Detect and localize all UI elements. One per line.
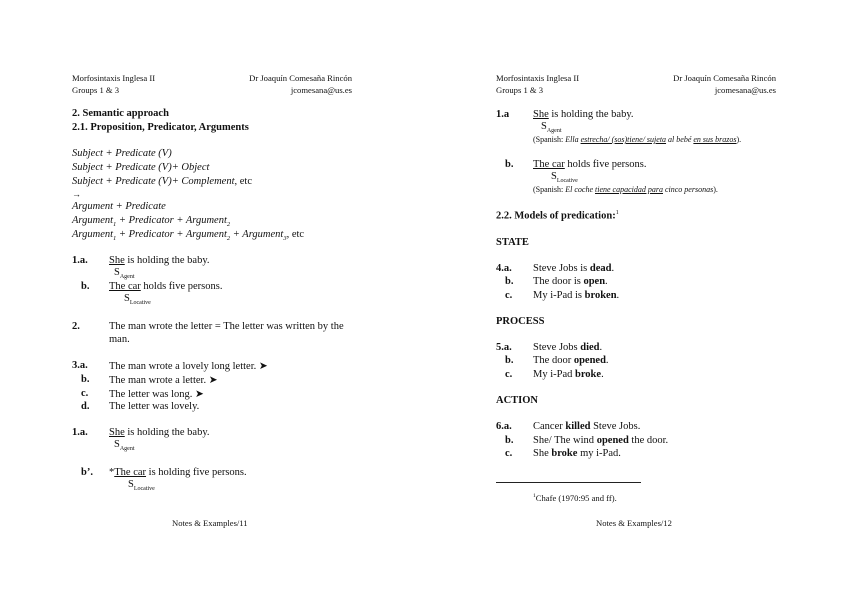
- subject-agent: $S_{Agent}$: [114, 439, 135, 452]
- models-title: 2.2. Models of predication:$^1$: [496, 210, 619, 222]
- example-3d: The letter was lovely.: [109, 401, 200, 412]
- header-author: Dr Joaquín Comesaña Rincón: [673, 73, 776, 83]
- example-label: c.: [81, 388, 89, 399]
- example-1b: The car holds five persons.: [109, 281, 223, 292]
- example-6a: Cancer killed Steve Jobs.: [533, 421, 641, 432]
- subject-locative: $S_{Locative}$: [128, 479, 155, 492]
- example-3b: The man wrote a letter. ➤: [109, 375, 218, 386]
- formula-3: Subject + Predicate (V)+ Complement, etc: [72, 176, 252, 187]
- header-author: Dr Joaquín Comesaña Rincón: [249, 73, 352, 83]
- example-label: 4.a.: [496, 263, 512, 274]
- example-5a: Steve Jobs died.: [533, 342, 603, 353]
- example-6c: She broke my i-Pad.: [533, 448, 621, 459]
- header-course: Morfosintaxis Inglesa II: [496, 73, 580, 83]
- example-5b: The door opened.: [533, 355, 609, 366]
- example-label: 2.: [72, 321, 80, 332]
- example-1b-prime: *The car is holding five persons.: [109, 467, 247, 478]
- example-6b: She/ The wind opened the door.: [533, 435, 669, 446]
- example-1a: She is holding the baby.: [533, 109, 634, 120]
- example-1b: The car holds five persons.: [533, 159, 647, 170]
- spanish-gloss-1a: (Spanish: Ella estrecha/ (sos)tiene/ sujeta al bebé en sus brazos).: [533, 135, 742, 144]
- example-label: c.: [505, 369, 513, 380]
- page-footer: Notes & Examples/12: [596, 518, 672, 528]
- example-label: b.: [81, 281, 90, 292]
- header-groups: Groups 1 & 3: [496, 85, 544, 95]
- example-1a-repeat: She is holding the baby.: [109, 427, 210, 438]
- subject-agent: $S_{Agent}$: [541, 121, 562, 134]
- formula-4: Argument + Predicate: [72, 201, 166, 212]
- example-label: d.: [81, 401, 90, 412]
- arrow: →: [72, 189, 81, 199]
- formula-1: Subject + Predicate (V): [72, 148, 172, 159]
- footnote-rule: [496, 482, 641, 483]
- subject-locative: $S_{Locative}$: [551, 171, 578, 184]
- subject-locative: $S_{Locative}$: [124, 293, 151, 306]
- example-label: 1.a.: [72, 427, 88, 438]
- example-label: 5.a.: [496, 342, 512, 353]
- example-label: 1.a.: [72, 255, 88, 266]
- state-title: STATE: [496, 237, 529, 248]
- formula-2: Subject + Predicate (V)+ Object: [72, 162, 210, 173]
- example-3a: The man wrote a lovely long letter. ➤: [109, 361, 268, 372]
- header-email: jcomesana@us.es: [290, 85, 352, 95]
- example-label: b.: [505, 435, 514, 446]
- example-1a: She is holding the baby.: [109, 255, 210, 266]
- header-email: jcomesana@us.es: [714, 85, 776, 95]
- example-label: b’.: [81, 467, 93, 478]
- example-label: 6.a.: [496, 421, 512, 432]
- footnote: $^1$Chafe (1970:95 and ff).: [533, 493, 617, 503]
- subsection-title: 2.1. Proposition, Predicator, Arguments: [72, 122, 249, 133]
- example-4a: Steve Jobs is dead.: [533, 263, 615, 274]
- page-footer: Notes & Examples/11: [172, 518, 248, 528]
- example-label: b.: [505, 276, 514, 287]
- section-title: 2. Semantic approach: [72, 108, 169, 119]
- example-label: b.: [505, 355, 514, 366]
- example-label: 1.a: [496, 109, 510, 120]
- example-2-line1: The man wrote the letter = The letter was written by the: [109, 321, 344, 332]
- process-title: PROCESS: [496, 316, 545, 327]
- example-5c: My i-Pad broke.: [533, 369, 604, 380]
- formula-5: Argument$_1$ + Predicator + Argument$_2$: [72, 215, 231, 229]
- formula-6: Argument$_1$ + Predicator + Argument$_2$ + Argument$_3$, etc: [72, 229, 305, 243]
- example-4c: My i-Pad is broken.: [533, 290, 620, 301]
- spanish-gloss-1b: (Spanish: El coche tiene capacidad para cinco personas).: [533, 185, 718, 194]
- header-groups: Groups 1 & 3: [72, 85, 120, 95]
- example-label: c.: [505, 290, 513, 301]
- example-label: b.: [81, 374, 90, 385]
- example-4b: The door is open.: [533, 276, 608, 287]
- example-3c: The letter was long. ➤: [109, 389, 204, 400]
- subject-agent: $S_{Agent}$: [114, 267, 135, 280]
- action-title: ACTION: [496, 395, 539, 406]
- example-label: 3.a.: [72, 360, 88, 371]
- header-course: Morfosintaxis Inglesa II: [72, 73, 156, 83]
- example-label: b.: [505, 159, 514, 170]
- right-page: [424, 0, 848, 600]
- example-2-line2: man.: [109, 334, 130, 345]
- example-label: c.: [505, 448, 513, 459]
